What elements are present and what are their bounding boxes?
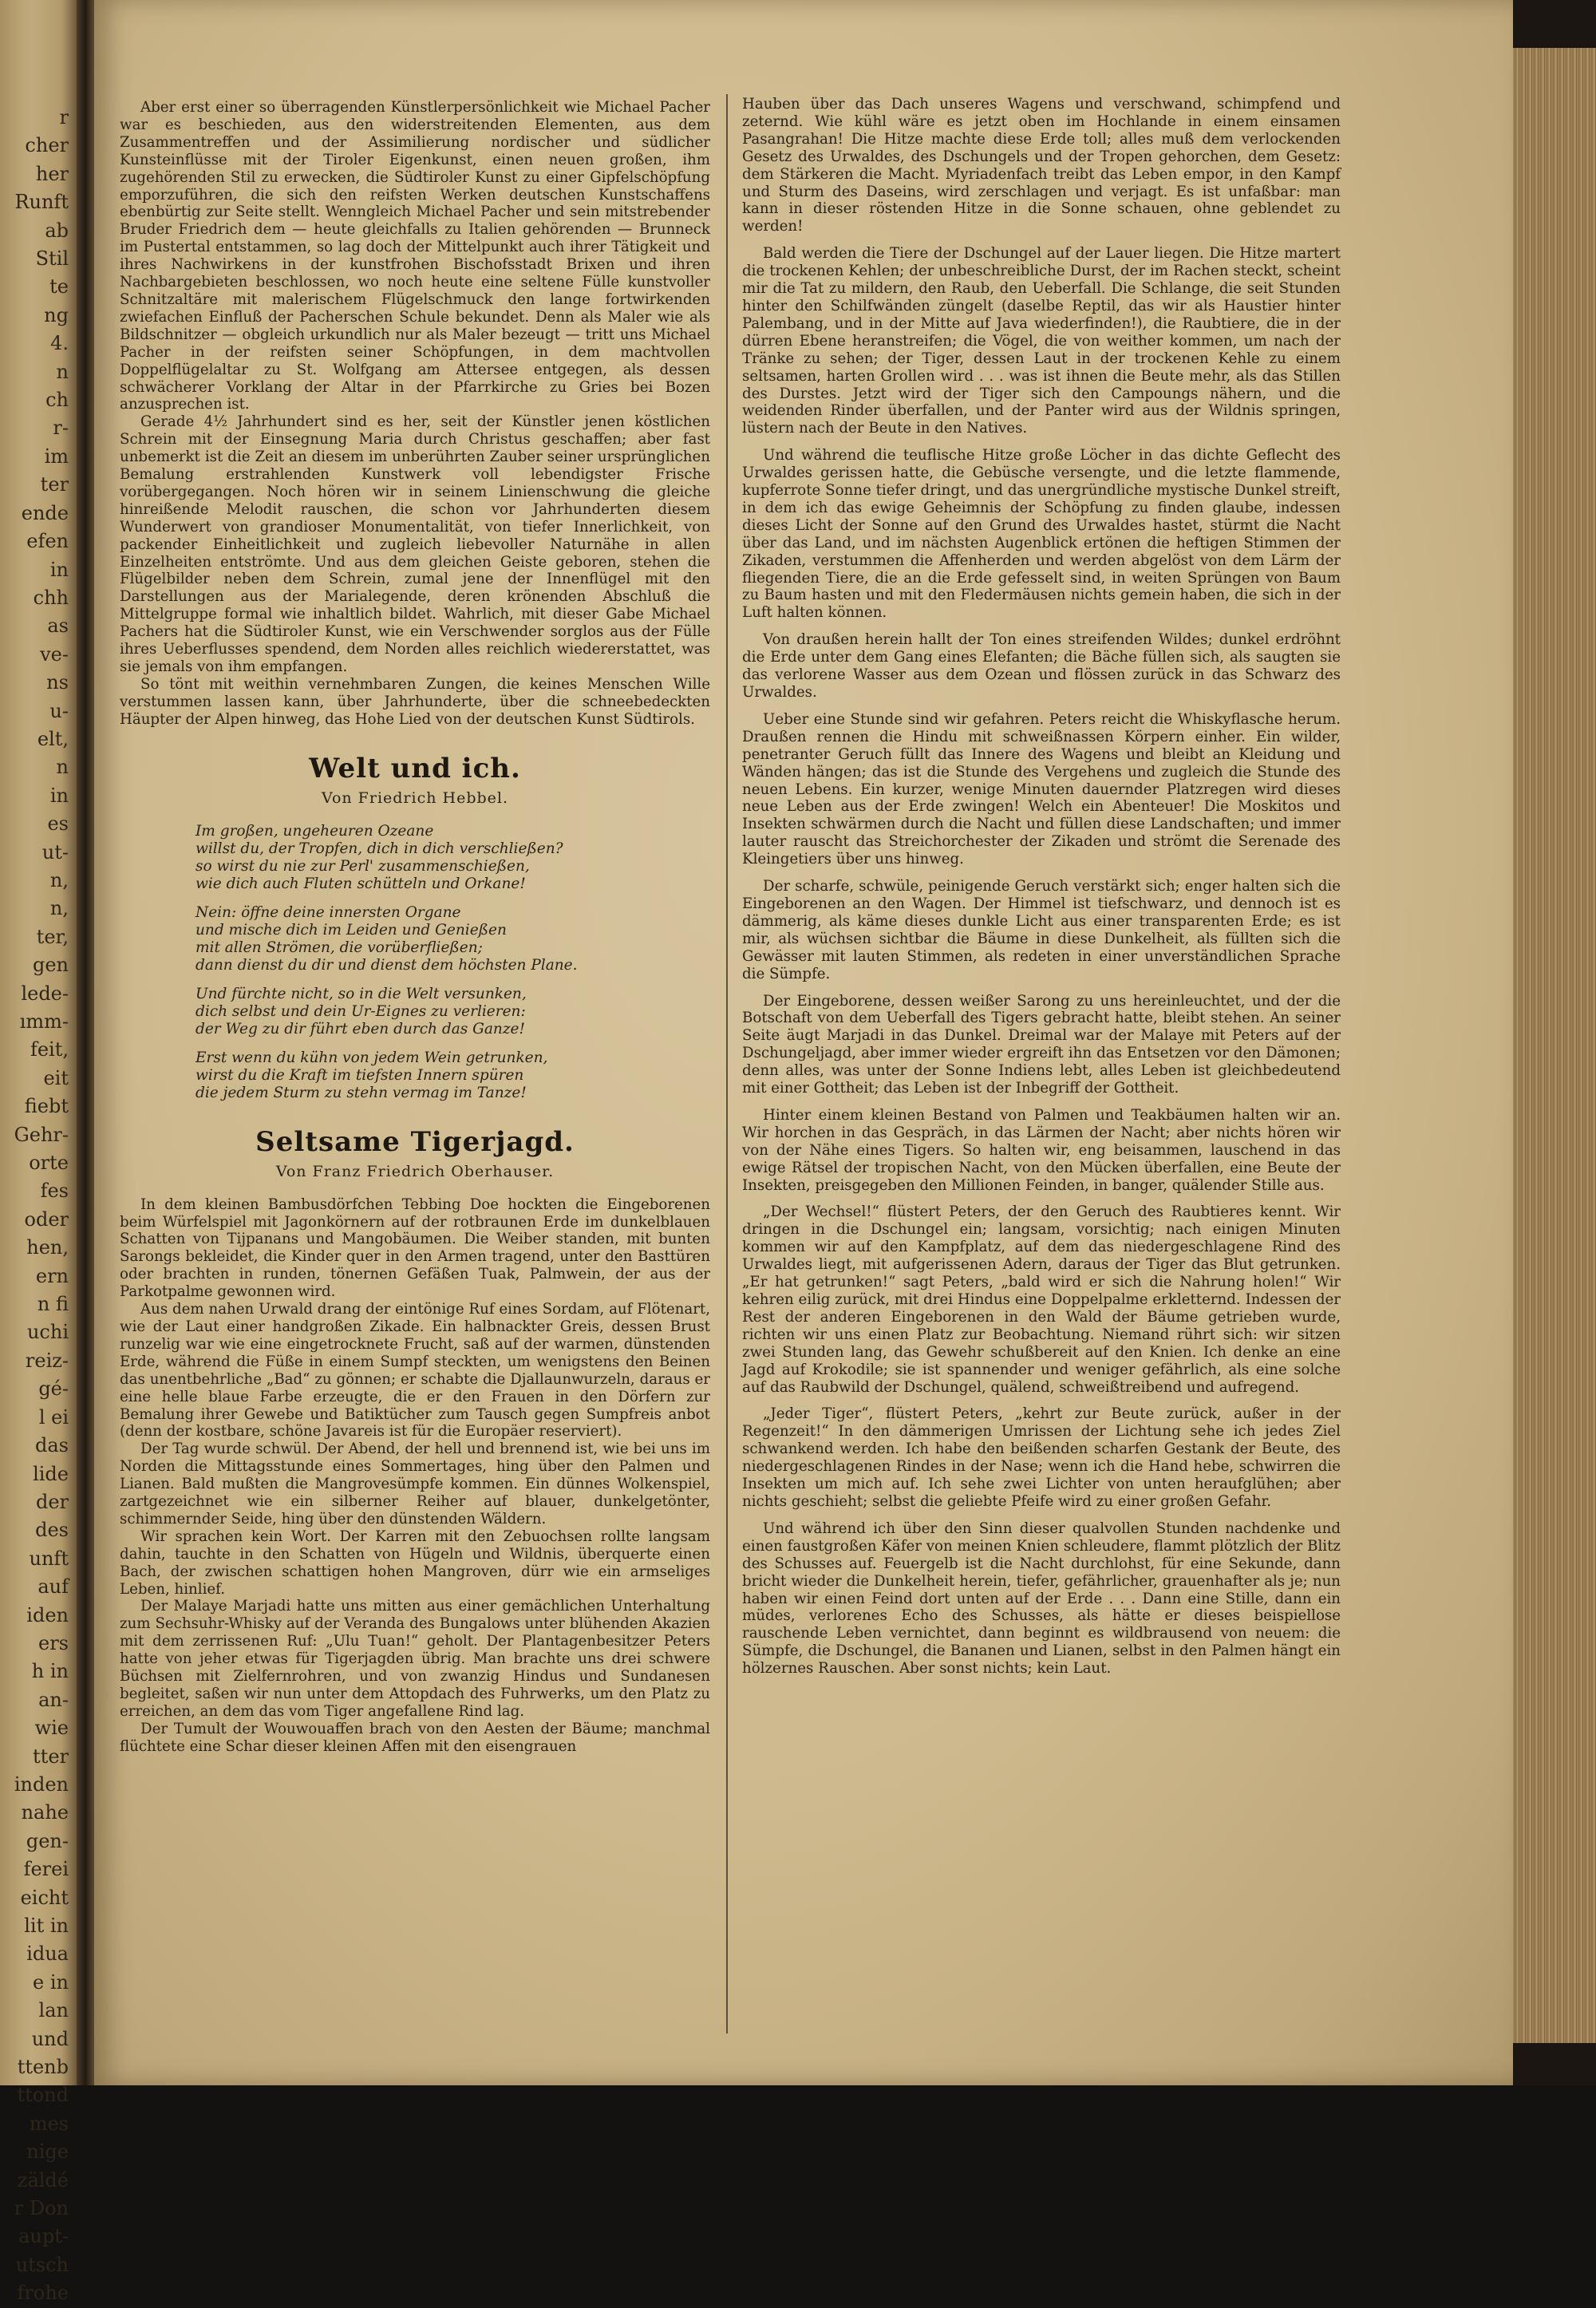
margin-fragment: ns [46, 671, 69, 694]
story-paragraph: „Der Wechsel!“ flüstert Peters, der den Geruch des Raubtieres kennt. Wir dringen in die Dschungel ein; langsam, vorsichtig; nach einigen Minuten kommen wir auf den Kampfplatz, auf dem das niedergeschlagene Rind des Urwaldes liegt, mit aufgerissenen Adern, daraus der Tiger das Blut getrunken. „Er hat getrunken!“ sagt Peters, „bald wird er sich die Nahrung holen!“ Wir kehren eilig zurück, mit drei Hindus eine Doppelpalme erkletternd. Indessen der Rest der anderen Eingeborenen in den Wald der Bäume getrieben wurde, richten wir uns einen Platz zur Beobachtung. Niemand rührt sich: wir sitzen zwei Stunden lang, das Gewehr schußbereit auf den Knien. Ich denke an eine Jagd auf Krokodile; sie ist spannender und weniger gefährlich, als eine solche auf das Raubwild der Dschungel, quälend, schweißtreibend und aufregend. [742, 1203, 1341, 1396]
margin-fragment: in [49, 784, 69, 807]
page-stack-edges [1513, 48, 1596, 2043]
margin-fragment: hen, [26, 1236, 69, 1259]
background-bottom-right [1513, 2043, 1596, 2085]
poem-line: willst du, der Tropfen, dich in dich verschließen? [196, 840, 563, 857]
margin-fragment: fes [40, 1180, 69, 1203]
poem-line: Und fürchte nicht, so in die Welt versunken, [196, 985, 527, 1002]
margin-fragment: tter [33, 1745, 69, 1768]
margin-fragment: mes [29, 2112, 69, 2135]
margin-fragment: nahe [21, 1801, 69, 1824]
margin-fragment: lede- [21, 982, 69, 1005]
poem-line: die jedem Sturm zu stehn vermag im Tanze! [196, 1084, 527, 1101]
poem-author: Von Friedrich Hebbel. [321, 788, 509, 807]
margin-fragment: im [44, 445, 69, 468]
story-paragraph: Der Eingeborene, dessen weißer Sarong zu uns hereinleuchtet, und der die Botschaft von dem Ueberfall des Tigers gebracht hatte, bleibt stehen. An seiner Seite äugt Marjadi in das Dunkel. Dreimal war der Malaye mit Peters auf der Dschungeljagd, aber immer wieder ergreift ihn das Entsetzen vor den Dämonen; denn alles, was unter der Sonne Indiens lebt, alles Leben ist gleichbedeutend mit einer Gottheit; das Leben ist der Inbegriff der Gottheit. [742, 992, 1341, 1097]
margin-fragment: ımm- [19, 1010, 69, 1033]
margin-fragment: ferei [23, 1858, 69, 1881]
margin-fragment: as [47, 615, 69, 638]
margin-fragment: eicht [20, 1886, 69, 1909]
story-paragraph: Der Malaye Marjadi hatte uns mitten aus einer gemächlichen Unterhaltung zum Sechsuhr-Whisky auf der Veranda des Bungalows unter blühenden Akazien mit dem zerrissenen Ruf: „Ulu Tuan!“ geholt. Der Plantagenbesitzer Peters hatte von jeher etwas für Tigerjagden übrig. Man brachte uns drei schwere Büchsen mit Zielfernrohren, und von zwanzig Hindus und Sundanesen begleitet, saßen wir nun unter dem Attopdach des Fuhrwerks, um den Platz zu erreichen, an dem das vom Tiger angefallene Rind lag. [120, 1598, 710, 1720]
story-paragraph: Und während ich über den Sinn dieser qualvollen Stunden nachdenke und einen faustgroßen Käfer von meinen Knien schleudere, flammt plötzlich der Blitz des Schusses auf. Feuergelb ist die Nacht durchlohst, für eine Sekunde, dann bricht wieder die Dunkelheit herein, tiefer, gefährlicher, grauenhafter als je; nun haben wir einen Feind dort unten auf der Erde . . . Dann eine Stille, dann ein müdes, verlorenes Echo des Schusses, als hätte er dieses beispiellose rauschende Leben vernichtet, dann beginnt es wildbrausend von neuem: die Sümpfe, die Dschungel, die Bananen und Lianen, selbst in den Palmen hängt ein hölzernes Rauschen. Aber sonst nichts; kein Laut. [742, 1520, 1341, 1678]
margin-fragment: n fi [37, 1293, 69, 1316]
story-paragraph: Der Tumult der Wouwouaffen brach von den Aesten der Bäume; manchmal flüchtete eine Schar dieser kleinen Affen mit den eisengrauen [120, 1720, 710, 1755]
margin-fragment: Gehr- [14, 1123, 69, 1146]
margin-fragment: ab [45, 219, 69, 242]
margin-fragment: ch [45, 389, 69, 412]
margin-fragment: ern [35, 1264, 69, 1287]
article-paragraph: Aber erst einer so überragenden Künstlerpersönlichkeit wie Michael Pacher war es beschieden, aus den widerstreitenden Elementen, aus dem Zusammentreffen und der Assimilierung nordischer und südlicher Kunsteinflüsse mit der Tiroler Eigenkunst, einen neuen großen, ihm zugehörenden Stil zu erwecken, die Südtiroler Kunst zu einer Gipfelschöpfung emporzuführen, die sich den reifsten Werken deutschen Kunstschaffens ebenbürtig zur Seite stellt. Wenngleich Michael Pacher und sein mitstrebender Bruder Friedrich dem — heute gleichfalls zu Italien gehörenden — Brunneck im Pustertal entstammen, so lag doch der Mittelpunkt auch ihrer Tätigkeit und ihres Nachwirkens in der kunstfrohen Bischofsstadt Brixen und ihren Nachbargebieten beschlossen, wo noch heute eine seltene Fülle kunstvoller Schnitzaltäre mit malerischem Flügelschmuck den lange fortwirkenden zwiefachen Einfluß der Pacherschen Schule bekundet. Denn als Maler wie als Bildschnitzer — obgleich urkundlich nur als Maler bezeugt — tritt uns Michael Pacher in der reifsten seiner Schöpfungen, in dem machtvollen Doppelflügelaltar zu St. Wolfgang am Attersee entgegen, als dessen schwächerer Vorklang der Altar in der Pfarrkirche zu Gries bei Bozen anzusprechen ist. [120, 99, 710, 413]
article-paragraph: Gerade 4½ Jahrhundert sind es her, seit der Künstler jenen köstlichen Schrein mit der Einsegnung Maria durch Christus geschaffen; aber fast unbemerkt ist die Zeit an diesem im unberührten Zauber seiner ursprünglichen Bemalung erstrahlenden Kunstwerk voll lebendigster Frische vorübergegangen. Noch hören wir in seinem Linienschwung die gleiche hinreißende Melodit rauschen, die schon vor Jahrhunderten diesem Wunderwert von grandioser Monumentalität, von tiefer Innerlichkeit, von packender Einheitlichkeit und zugleich liebevoller Naturnähe in allen Einzelheiten entströmte. Und aus dem gleichen Geiste geboren, stehen die Flügelbilder neben dem Schrein, zumal jene der Innenflügel mit den Darstellungen aus der Marialegende, deren krönenden Abschluß die Mittelgruppe formal wie inhaltlich bildet. Wahrlich, mit dieser Gabe Michael Pachers hat die Südtiroler Kunst, wie ein Verschwender sorglos aus der Fülle ihres Ueberflusses spendend, dem Norden alles reichlich wiedererstattet, was sie jemals von ihm empfangen. [120, 413, 710, 675]
margin-fragment: und [31, 2027, 69, 2050]
margin-fragment: n [56, 756, 69, 779]
poem-line: dann dienst du dir und dienst dem höchsten Plane. [196, 956, 578, 974]
margin-fragment: gen [32, 954, 69, 977]
margin-fragment: ttenb [17, 2056, 69, 2079]
margin-fragment: Stil [35, 247, 69, 271]
margin-fragment: ende [21, 501, 69, 524]
story-paragraph: Der scharfe, schwüle, peinigende Geruch verstärkt sich; enger halten sich die Eingeborenen an den Wagen. Der Himmel ist tiefschwarz, und dennoch ist es dämmerig, als käme dieses dunkle Licht aus einer transparenten Erde; es ist mir, als wüchsen sichtbar die Bäume in diese Dunkelheit, als füllten sich die Gewässer mit lauten Stimmen, als redeten in einer unverständlichen Sprache die Sümpfe. [742, 878, 1341, 982]
story-paragraph: Aus dem nahen Urwald drang der eintönige Ruf eines Sordam, auf Flötenart, wie der Laut einer handgroßen Zikade. Ein halbnackter Greis, dessen Brust runzelig war wie eine eingetrocknete Frucht, saß auf der warmen, dünstenden Erde, während die Füße in einem Sumpf steckten, um wenigstens den Beinen das unentbehrliche „Bad“ zu gönnen; er schabte die Djallaunwurzeln, daraus er eine helle blaue Farbe erzeugte, die er den Frauen in den Dörfern zur Bemalung ihrer Gewebe und Batiktücher zum Tausch gegen Sumpfreis anbot (denn der kostbare, schöne Javareis ist für die Europäer reserviert). [120, 1301, 710, 1441]
margin-fragment: eit [43, 1066, 69, 1089]
margin-fragment: frohe [17, 2282, 69, 2305]
margin-fragment: r- [53, 417, 69, 440]
story-paragraph: Von draußen herein hallt der Ton eines streifenden Wildes; dunkel erdröhnt die Erde unter dem Gang eines Elefanten; die Bäche füllen sich, als saugten sie das verlorene Wasser aus dem Ozean und flössen zurück in das Schwarz des Urwaldes. [742, 631, 1341, 701]
margin-fragment: n [56, 360, 69, 383]
story-paragraph: Hinter einem kleinen Bestand von Palmen und Teakbäumen halten wir an. Wir horchen in das Gespräch, in das Lärmen der Nacht; aber nichts hören wir von der Nähe eines Tigers. So halten wir, eng beisammen, lauschend in das ewige Rätsel der tropischen Nacht, von den Mücken überfallen, eine Beute der Insekten, preisgegeben den Millionen Feinden, in banger, quälender Stille aus. [742, 1106, 1341, 1194]
margin-fragment: ttond [17, 2084, 69, 2107]
margin-fragment: u- [49, 699, 69, 722]
story-title: Seltsame Tigerjagd. [255, 1125, 575, 1158]
poem-line: wirst du die Kraft im tiefsten Innern spüren [196, 1066, 524, 1084]
margin-fragment: ut- [41, 840, 69, 864]
margin-fragment: auf [38, 1575, 69, 1599]
story-paragraph: „Jeder Tiger“, flüstert Peters, „kehrt zur Beute zurück, außer in der Regenzeit!“ In den dämmerigen Umrissen der Lichtung sehe ich jedes Ziel schwankend werden. Ich habe den beißenden scharfen Gestank der Beute, des niedergeschlagenen Rindes in der Nase; wenn ich die Hand hebe, schwirren die Insekten um mich auf. Ich sehe zwei Lichter von unten heraufglühen; aber nichts geschieht; selbst die geliebte Pfeife wird zu einer großen Gefahr. [742, 1405, 1341, 1510]
margin-fragment: r [59, 106, 69, 128]
margin-fragment: efen [26, 530, 69, 553]
margin-fragment: der [35, 1490, 69, 1513]
story-paragraph: Hauben über das Dach unseres Wagens und verschwand, schimpfend und zeternd. Wie kühl wäre es jetzt oben im Hochlande in einem einsamen Pasangrahan! Die Hitze machte diese Erde toll; alles muß dem verlockenden Gesetz des Urwaldes, des Dschungels und der Tropen gehorchen, dem Gesetz: dem Stärkeren die Macht. Myriadenfach treibt das Leben empor, in den Kampf und Sturm des Daseins, wird zerschlagen und verjagt. Es ist unfaßbar: man kann in dieser röstenden Hitze in die Sonne schauen, ohne geblendet zu werden! [742, 96, 1341, 235]
margin-fragment: lan [38, 1999, 69, 2022]
column-rule [726, 94, 728, 2033]
poem-stanza [196, 823, 710, 893]
poem-line: mit allen Strömen, die vorüberfließen; [196, 939, 483, 956]
margin-fragment: n, [49, 897, 69, 920]
margin-fragment: das [35, 1434, 69, 1457]
margin-fragment: orte [29, 1152, 69, 1175]
margin-fragment: ers [38, 1631, 69, 1654]
margin-fragment: ter, [36, 925, 69, 948]
story-paragraph: Wir sprachen kein Wort. Der Karren mit den Zebuochsen rollte langsam dahin, tauchte in den Schatten von Hügeln und Wildnis, überquerte einen Bach, der zwischen schattigen hohen Mangroven, dürr wie ein armseliges Leben, hinlief. [120, 1527, 710, 1598]
margin-fragment: l ei [38, 1405, 69, 1429]
margin-fragment: nige [26, 2140, 69, 2164]
margin-fragment: her [35, 162, 69, 185]
background-top-right [1513, 0, 1596, 48]
margin-fragment: lit in [24, 1915, 69, 1937]
poem-section [120, 753, 710, 1102]
margin-fragment: fiebt [24, 1095, 69, 1118]
poem-line: und mische dich im Leiden und Genießen [196, 921, 507, 939]
margin-fragment: utsch [15, 2253, 69, 2276]
poem-body [196, 823, 710, 1102]
margin-fragment: iden [26, 1603, 69, 1626]
margin-fragment: feit, [30, 1038, 69, 1061]
poem-title: Welt und ich. [309, 752, 521, 784]
margin-fragment: te [49, 275, 69, 298]
margin-fragment: inden [14, 1772, 69, 1796]
right-column [742, 96, 1341, 1678]
margin-fragment: unft [29, 1547, 69, 1570]
margin-fragment: ter [40, 473, 69, 496]
margin-fragment: e in [33, 1970, 69, 1994]
previous-page-edge [0, 0, 77, 2305]
poem-stanza [196, 1049, 710, 1102]
margin-fragment: elt, [37, 727, 69, 750]
margin-fragment: n, [49, 868, 69, 891]
poem-line: Im großen, ungeheuren Ozeane [196, 822, 434, 840]
margin-fragment: aupt- [18, 2225, 69, 2248]
margin-fragment: uchi [26, 1321, 69, 1344]
story-paragraph: Ueber eine Stunde sind wir gefahren. Peters reicht die Whiskyflasche herum. Draußen rennen die Hindu mit schweißnassen Körpern einher. Ein wilder, penetranter Geruch füllt das Innere des Wagens und bleibt an Kleidung und Wänden hängen; das ist die Stunde des Vergehens und zugleich die Stunde des neuen Lebens. Ein kurzer, wenige Minuten dauernder Platzregen wird dieses neue Leben aus der Erde zwingen! Welch ein Abenteuer! Die Moskitos und Insekten schwärmen durch die Nacht und füllen diese Landschaften; und immer lauter rauscht das Streichorchester der Zikaden und strömt die Serenade des Kleingetiers über uns hinweg. [742, 710, 1341, 868]
margin-fragment: chh [33, 586, 69, 609]
poem-stanza [196, 986, 710, 1038]
left-column [120, 99, 710, 1756]
margin-fragment: Runft [14, 191, 69, 214]
story-author: Von Franz Friedrich Oberhauser. [275, 1162, 555, 1180]
margin-fragment: gen- [26, 1829, 69, 1852]
margin-fragment: r Don [14, 2197, 69, 2220]
story-paragraph: Bald werden die Tiere der Dschungel auf der Lauer liegen. Die Hitze martert die trockenen Kehlen; der unbeschreibliche Durst, der im Rachen steckt, scheint mir die Tat zu mildern, den Raub, den Ueberfall. Die Schlange, die seit Stunden hinter den Schilfwänden züngelt (daselbe Reptil, das wir als Haustier hinter Palembang, und in der Mitte auf Java wiederfinden!), die Raubtiere, die in der dürren Ebene heranstreifen; die Vögel, die von weither kommen, um nach der Tränke zu sehen; der Tiger, dessen Laut in der trockenen Kehle zu einem seltsamen, harten Grollen wird . . . was ist ihnen die Beute mehr, als das Stillen des Durstes. Jetzt wird der Tiger sich den Campoungs nähern, und die weidenden Rinder überfallen, und der Panter wird aus der Wildnis springen, lüstern nach der Beute in den Natives. [742, 245, 1341, 437]
margin-fragment: lide [33, 1462, 69, 1485]
margin-fragment: h in [31, 1660, 69, 1683]
story-paragraph: Der Tag wurde schwül. Der Abend, der hell und brennend ist, wie bei uns im Norden die Mittagsstunde eines Sommertages, hing über den Palmen und Lianen. Bald mußten die Mangrovesümpfe kommen. Ein dünnes Wolkenspiel, zartgezeichnet wie ein silberner Reiher auf blauer, dunkelgetönter, schimmernder Seide, hing über den dünstenden Wäldern. [120, 1441, 710, 1527]
story-section [120, 1126, 710, 1756]
margin-fragment: cher [25, 134, 69, 157]
margin-fragment: ve- [40, 642, 69, 666]
margin-fragment: in [49, 558, 69, 581]
story-paragraph: In dem kleinen Bambusdörfchen Tebbing Doe hockten die Eingeborenen beim Würfelspiel mit Jagonkörnern auf der rotbraunen Erde im dunkelblauen Schatten von Tijpanans und Mangobäumen. Die Weiber standen, mit bunten Sarongs bekleidet, die Kinder quer in den Armen tragend, unter den Basttüren oder brachten in runden, tönernen Gefäßen Tuak, Palmwein, der aus der Parkotpalme gewonnen wird. [120, 1195, 710, 1301]
margin-fragment: es [47, 812, 69, 836]
margin-fragment: des [35, 1519, 69, 1542]
margin-fragment: reiz- [25, 1349, 69, 1372]
margin-fragment: 4. [50, 332, 69, 355]
previous-page-margin-text [0, 104, 77, 2305]
margin-fragment: ng [44, 303, 69, 326]
margin-fragment: oder [24, 1207, 69, 1231]
margin-fragment: zäldé [17, 2168, 69, 2191]
art-history-article [120, 99, 710, 729]
poem-line: Erst wenn du kühn von jedem Wein getrunken, [196, 1049, 548, 1066]
story-paragraph: Und während die teuflische Hitze große Löcher in das dichte Geflecht des Urwaldes gerissen hatte, die Gebüsche versengte, und die letzte flammende, kupferrote Sonne tiefer dringt, und das unergründliche mystische Dunkel streift, in dem ich das ewige Geheimnis der Schöpfung zu finden glaube, indessen dieses Licht der Sonne auf den Grund des Urwaldes hastet, stürmt die Nacht über das Land, und im nächsten Augenblick ertönen die heftigen Stimmen der Zikaden, verstummen die Affenherden und werden abgelöst von dem Lärm der fliegenden Tiere, die an die Erde gefesselt sind, in weiten Sprüngen von Baum zu Baum hasten und mit den Fledermäusen nichts gemein haben, die sich in der Luft halten können. [742, 447, 1341, 622]
margin-fragment: an- [38, 1688, 69, 1711]
poem-stanza [196, 904, 710, 974]
article-paragraph: So tönt mit weithin vernehmbaren Zungen, die keines Menschen Wille verstummen lassen kann, über Jahrhunderte, über die schneebedeckten Häupter der Alpen hinweg, das Hohe Lied von der deutschen Kunst Südtirols. [120, 675, 710, 728]
poem-line: dich selbst und dein Ur-Eignes zu verlieren: [196, 1002, 526, 1020]
poem-line: so wirst du nie zur Perl' zusammenschießen, [196, 857, 530, 875]
margin-fragment: gé- [38, 1377, 69, 1401]
poem-line: Nein: öffne deine innersten Organe [196, 903, 461, 921]
margin-fragment: idua [26, 1942, 69, 1966]
poem-line: wie dich auch Fluten schütteln und Orkane! [196, 875, 526, 892]
binding-gutter [77, 0, 94, 2085]
margin-fragment: wie [34, 1717, 69, 1740]
poem-line: der Weg zu dir führt eben durch das Ganze! [196, 1020, 525, 1037]
